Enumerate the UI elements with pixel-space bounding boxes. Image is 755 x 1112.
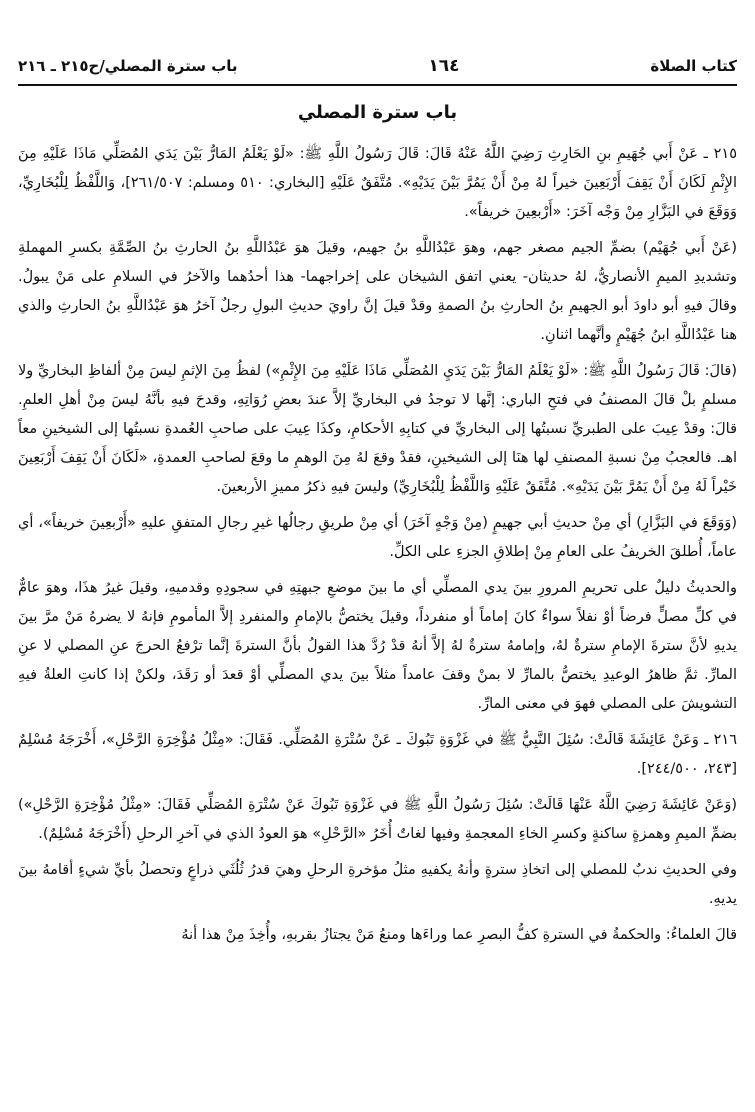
commentary-paragraph: (وَعَنْ عَائِشَةَ رَضِيَ اللَّهُ عَنْهَا قَالَتْ: سُئِلَ رَسُولُ اللَّهِ ﷺ في غَزْوَةِ تَبُوكَ عَنْ سُتْرَةِ المُصَلِّي فَقَالَ: «مِثْلُ مُؤْخِرَةِ الرَّحْلِ») بضمِّ الميمِ وهمزةٍ ساكنةٍ وكسرِ الخاءِ المعجمةِ وفيها لغاتٌ أُخَرُ «الرَّحْلِ» هوَ العودُ الذي في آخرِ الرحلِ (أَخْرَجَهُ مُسْلِمٌ). <box>18 797 737 842</box>
book-title: كتاب الصلاة <box>650 57 737 75</box>
running-header <box>18 52 737 80</box>
chapter-title: باب سترة المصلي <box>297 102 458 123</box>
commentary-paragraph: قالَ العلماءُ: والحكمةُ في السترةِ كفُّ البصرِ عما وراءَها ومنعُ مَنْ يجتازُ بقربهِ، وأُخِذَ مِنْ هذا أنهُ <box>181 927 737 943</box>
section-title: باب سترة المصلي/ح٢١٥ ـ ٢١٦ <box>18 57 238 75</box>
commentary-paragraph: (عَنْ أَبي جُهَيْم) بضمِّ الجيم مصغر جهم، وهوَ عَبْدُاللَّهِ بنُ جهيم، وقيلَ هوَ عَبْدُاللَّهِ بنُ الحارثِ بنُ الصِّمَّةِ بكسرِ المهملةِ وتشديدِ الميمِ الأنصاريُّ، لهُ حديثان- يعني اتفق الشيخان على إخراجهما- هذا أحدُهما والآخرُ في السلامِ على مَنْ يبولُ. وقالَ فيهِ أبو داودَ أبو الجهيمِ بنُ الحارثِ بنُ الصمةِ وقدْ قيلَ إنَّ راويَ حديثِ البولِ رجلٌ آخرُ هوَ عَبْدُاللَّهِ بنُ الحارثِ والذي هنا عَبْدُاللَّهِ ابنُ جُهَيْمٍ وأنَّهما اثنانِ. <box>18 240 737 343</box>
header-divider <box>18 84 737 86</box>
hadith-216-text: ٢١٦ ـ وَعَنْ عَائِشَةَ قَالَتْ: سُئِلَ النَّبِيُّ ﷺ في غَزْوَةِ تَبُوكَ ـ عَنْ سُتْرَةِ المُصَلِّي. فَقَالَ: «مِثْلُ مُؤْخِرَةِ الرَّحْلِ»، أَخْرَجَهُ مُسْلِمٌ [٢٤٣، ٢٤٤/٥٠٠]. <box>18 732 737 777</box>
commentary-paragraph: (قالَ: قَالَ رَسُولُ اللَّهِ ﷺ: «لَوْ يَعْلَمُ المَارُّ بَيْنَ يَدَيِ المُصَلِّي مَاذَا عَلَيْهِ مِنَ الإِثْمِ») لفظُ مِنَ الإثمِ ليسَ مِنْ ألفاظِ البخاريِّ ولا مسلمٍ بلْ قالَ المصنفُ في فتحِ الباري: إنَّها لا توجدُ في البخاريِّ إلاَّ عندَ بعضِ رُوَاتِهِ، وقدحَ فيهِ بأنَّهُ ليسَ مِنْ أهلِ العلمِ. قالَ: وقدْ عِيبَ على الطبريِّ نسبتُها إلى البخاريِّ في كتابِهِ الأحكامِ، وكذَا عِيبَ على صاحبِ العُمدةِ نسبتُها إلى الشيخينِ معاً اهـ. فالعجبُ مِنْ نسبةِ المصنفِ لها هنَا إلى الشيخينِ، فقدْ وقعَ لهُ مِنَ الوهمِ ما وقعَ لصاحبِ العمدةِ، «لَكَانَ أَنْ يَقِفَ أَرْبَعِينَ خَيْراً لَهُ مِنْ أَنْ يَمُرَّ بَيْنَ يَدَيْهِ». مُتَّفَقٌ عَلَيْهِ وَاللَّفْظُ لِلْبُخَارِيِّ) وليسَ فيهِ ذكرُ مميزِ الأربعينَ. <box>18 363 737 495</box>
hadith-215-text: ٢١٥ ـ عَنْ أَبي جُهَيمِ بنِ الحَارِثِ رَضِيَ اللَّهُ عَنْهُ قَالَ: قَالَ رَسُولُ اللَّهِ ﷺ: «لَوْ يَعْلَمُ المَارُّ بَيْنَ يَدَي المُصَلِّي مَاذَا عَلَيْهِ مِنَ الإِثْمِ لَكَانَ أَنْ يَقِفَ أَرْبَعِينَ خيراً لهُ مِنْ أَنْ يَمُرَّ بَيْنَ يَدَيْهِ». مُتَّفَقٌ عَلَيْهِ [البخاري: ٥١٠ ومسلم: ٢٦١/٥٠٧]، وَاللَّفْظُ لِلْبُخَارِيِّ، وَوَقَعَ في البَزَّارِ مِنْ وَجْه آخَرَ: «أَرْبعِينَ خريفاً». <box>18 146 737 220</box>
commentary-paragraph: (وَوَقَعَ في البَزَّارِ) أي مِنْ حديثِ أبي جهيمٍ (مِنْ وَجْهٍ آخَرَ) أي مِنْ طريقِ رجالُها غيرِ رجالِ المتفقِ عليهِ «أَرْبعِينَ خريفاً»، أي عاماً، أُطلقَ الخريفُ على العامِ مِنْ إطلاقِ الجزءِ على الكلِّ. <box>18 515 737 560</box>
commentary-paragraph: والحديثُ دليلٌ على تحريمِ المرورِ بينَ يدي المصلِّي أي ما بينَ موضعِ جبهتِهِ في سجودِهِ وقدميهِ، وقيلَ غيرُ هذَا، وهوَ عامٌّ في كلِّ مصلٍّ فرضاً أوْ نفلاً سواءٌ كانَ إماماً أو منفرداً، وقيلَ يختصُّ بالإمامِ والمنفردِ إلاَّ المأمومِ فإنهُ لا يضرهُ مَنْ مرَّ بينَ يديهِ لأنَّ سترةَ الإمامِ سترةٌ لهُ، وإمامهُ سترةٌ لهُ إلاَّ أنهُ قدْ رُدَّ هذا القولُ بأنَّ السترةَ إنَّما ترْفعُ الحرجَ عنِ المصلي لا عنِ المارِّ. ثمَّ ظاهرُ الوعيدِ يختصُّ بالمارِّ لا بمنْ وقفَ عامداً مثلاً بينَ يدي المصلِّي أوْ قعدَ أو رَقَدَ، ولكنْ إذا كانتِ العلةُ فيهِ التشويشَ على المصلي فهوَ في معنى المارِّ. <box>18 580 737 712</box>
commentary-paragraph: وفي الحديثِ ندبٌ للمصلي إلى اتخاذِ سترةٍ وأنهُ يكفيهِ مثلُ مؤخرةِ الرحلِ وهيَ قدرُ ثُلُثَي ذراعٍ وتحصلُ بأيِّ شيءٍ أقامهُ بينَ يديهِ. <box>18 862 737 907</box>
page-number: ١٦٤ <box>428 56 460 76</box>
page-body <box>18 140 737 957</box>
